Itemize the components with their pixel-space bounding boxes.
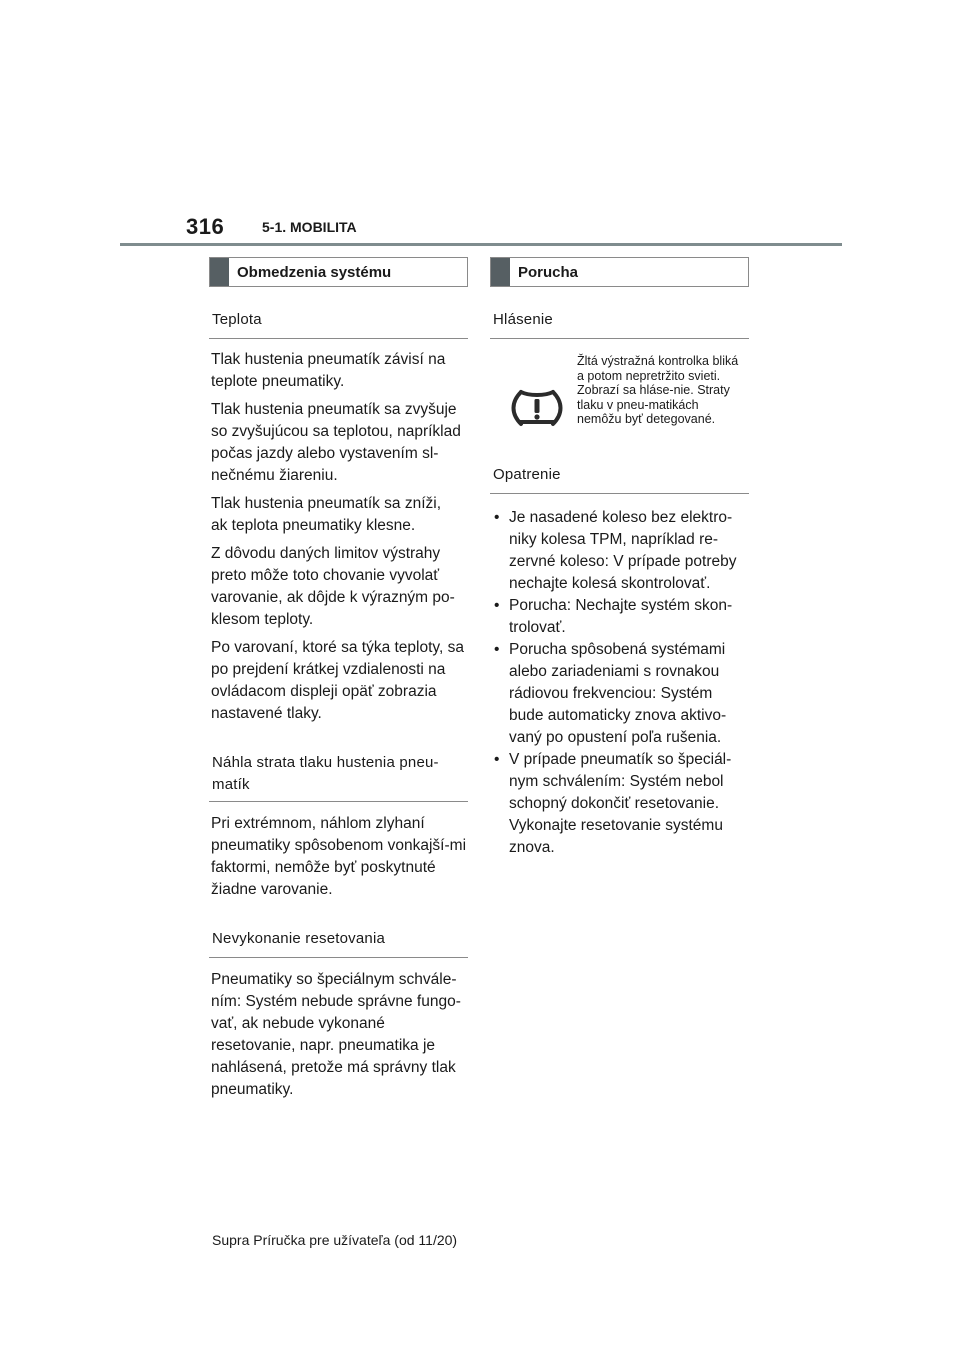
warning-row	[490, 354, 749, 435]
tire-pressure-warning-icon	[509, 386, 567, 435]
reset-not-performed-heading: Nevykonanie resetovania	[209, 928, 468, 958]
box-title: Obmedzenia systému	[237, 263, 392, 281]
list-item: • V prípade pneumatík so špeciál-nym schválením: Systém nebol schopný dokončiť resetovanie. Vykonajte resetovanie systému znova.	[490, 749, 749, 859]
box-title: Porucha	[518, 263, 579, 281]
temperature-paragraph: Tlak hustenia pneumatík sa zvyšuje so zvyšujúcou sa teplotou, napríklad počas jazdy alebo vystavením sl-nečnému žiareniu.	[211, 401, 461, 484]
sudden-pressure-loss-paragraph: Pri extrémnom, náhlom zlyhaní pneumatiky spôsobenom vonkajší-mi faktormi, nemôže byť poskytnuté žiadne varovanie.	[211, 815, 467, 898]
header-divider	[120, 243, 842, 246]
warning-description: Žltá výstražná kontrolka bliká a potom nepretržito svieti. Zobrazí sa hláse-nie. Straty tlaku v pneu-matikách nemôžu byť detegované.	[577, 354, 739, 427]
section-title: 5-1. MOBILITA	[262, 219, 357, 235]
temperature-heading: Teplota	[209, 309, 468, 339]
temperature-paragraph: Tlak hustenia pneumatík sa zníži, ak teplota pneumatiky klesne.	[211, 495, 442, 534]
box-marker	[210, 258, 229, 286]
footer-text: Supra Príručka pre užívateľa (od 11/20)	[212, 1232, 458, 1248]
action-heading: Opatrenie	[490, 464, 749, 494]
box-marker	[491, 258, 510, 286]
right-column	[490, 257, 749, 859]
temperature-paragraph: Z dôvodu daných limitov výstrahy preto môže toto chovanie vyvolať varovanie, ak dôjde k výrazným po-klesom teploty.	[211, 545, 455, 628]
list-item: • Porucha spôsobená systémami alebo zariadeniami s rovnakou rádiovou frekvenciou: Systém bude automaticky znova aktivo-vaný po opustení poľa rušenia.	[490, 639, 749, 749]
message-heading: Hlásenie	[490, 309, 749, 339]
reset-not-performed-paragraph: Pneumatiky so špeciálnym schvále-ním: Systém nebude správne fungo-vať, ak nebude vykonané resetovanie, napr. pneumatika je nahlásená, pretože má správny tlak pneumatiky.	[211, 971, 461, 1098]
sudden-pressure-loss-heading: Náhla strata tlaku hustenia pneu-matík	[209, 752, 468, 802]
malfunction-box	[490, 257, 749, 287]
list-item: • Je nasadené koleso bez elektro-niky kolesa TPM, napríklad re-zervné koleso: V prípade potreby nechajte kolesá skontrolovať.	[490, 507, 749, 595]
system-limits-box	[209, 257, 468, 287]
page-number: 316	[186, 214, 225, 239]
action-list	[490, 507, 749, 859]
list-item: • Porucha: Nechajte systém skon-trolovať.	[490, 595, 749, 639]
left-column	[209, 257, 468, 1107]
temperature-paragraph: Tlak hustenia pneumatík závisí na teplote pneumatiky.	[211, 351, 446, 390]
temperature-paragraph: Po varovaní, ktoré sa týka teploty, sa po prejdení krátkej vzdialenosti na ovládacom displeji opäť zobrazia nastavené tlaky.	[211, 639, 465, 722]
